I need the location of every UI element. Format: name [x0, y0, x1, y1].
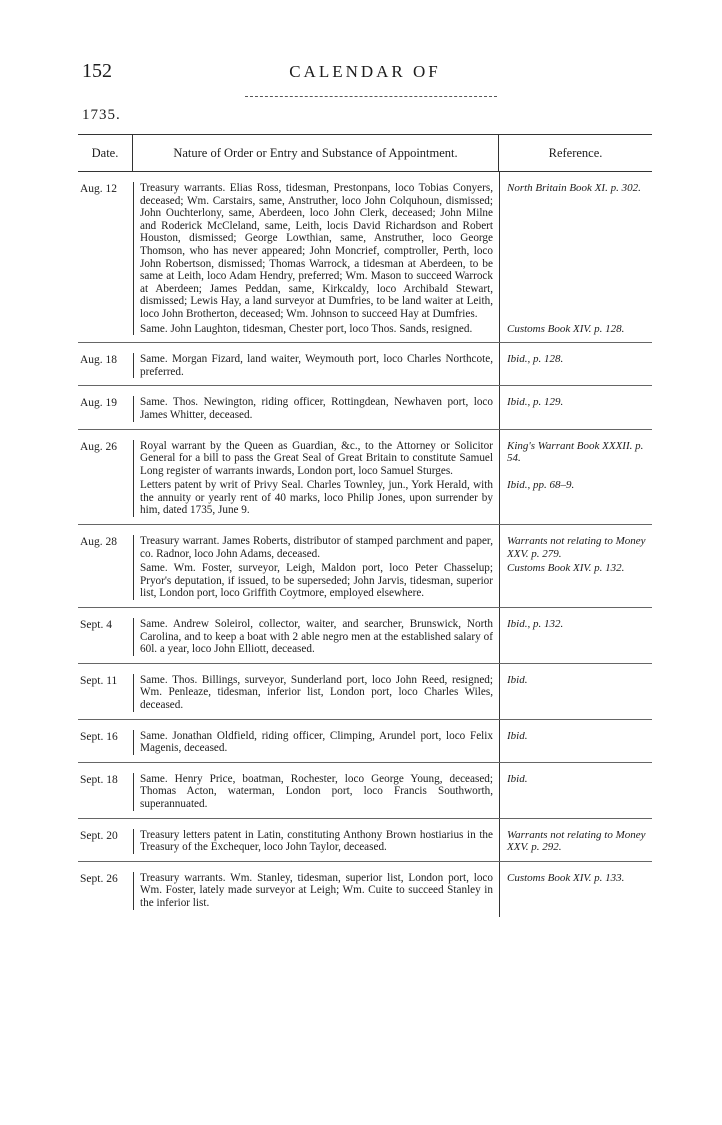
- entry-reference: Warrants not relating to Money XXV. p. 279.: [507, 535, 646, 560]
- column-divider: [499, 664, 500, 719]
- entry: [140, 323, 646, 336]
- page-number: 152: [82, 60, 112, 82]
- table-row: [78, 608, 652, 664]
- entry-reference: Customs Book XIV. p. 132.: [507, 562, 625, 575]
- column-header-reference: Reference.: [498, 135, 652, 171]
- entry-reference: North Britain Book XI. p. 302.: [507, 182, 641, 194]
- entry-text: Same. Morgan Fizard, land waiter, Weymouth port, loco Charles Northcote, preferred.: [140, 353, 493, 378]
- column-divider: [499, 172, 500, 342]
- nature-cell: [133, 618, 652, 656]
- row-entries: [140, 730, 646, 755]
- nature-cell: [133, 730, 652, 755]
- table-row: [78, 525, 652, 608]
- entry-date: Aug. 26: [80, 440, 118, 453]
- nature-cell: [133, 440, 652, 518]
- entry-date: Aug. 18: [80, 354, 118, 367]
- entry-text: Same. Andrew Soleirol, collector, waiter, and searcher, Brunswick, North Carolina, and to keep a boat with 2 able negro men at the established salary of 60l. a year, loco John Elliott, deceased.: [140, 618, 493, 656]
- entry-text: Royal warrant by the Queen as Guardian, &c., to the Attorney or Solicitor General for a bill to pass the Great Seal of Great Britain to constitute Samuel Long register of warrants inwards, London port, loco Samuel Sturges.: [140, 439, 493, 477]
- year-heading: 1735.: [82, 107, 121, 123]
- entry-date: Aug. 28: [80, 536, 118, 549]
- entry-date: Sept. 26: [80, 872, 118, 885]
- column-divider: [499, 343, 500, 385]
- entry-text: Treasury warrants. Wm. Stanley, tidesman, superior list, London port, loco Wm. Foster, lately made surveyor at Leigh; Wm. Cuite to succeed Stanley in the inferior list.: [140, 871, 493, 909]
- table-row: [78, 862, 652, 917]
- nature-cell: [133, 396, 652, 421]
- entry-reference: Ibid.: [507, 729, 528, 742]
- entry-text: Treasury warrants. Elias Ross, tidesman, Prestonpans, loco Tobias Conyers, deceased; Wm. Carstairs, same, Anstruther, loco John Colquhoun, dismissed; John Ouchterlony, same, Aberdeen, loco John Clerk, deceased; John Milne and Roderick McCleland, same, Leith, locis David Richardson and Robert Houston, dismissed; George Lowthian, same, Anstruther, loco George Thomson, who has never appeared; John Moncrief, comptroller, Perth, loco John Robertson, dismissed; Thomas Warrock, a tidesman at Aberdeen, to be same at Leith, loco Adam Hendry, preferred; Wm. Mason to succeed Warrock at Aberdeen; James Peddan, same, Kirkcaldy, loco Archibald Stewart, dismissed; Lewis Hay, a land surveyor at Dumfries, to be land waiter at Leith, loco John Brotherton, deceased; Wm. Johnson to succeed Hay at Dumfries.: [140, 182, 493, 320]
- entry-reference: Ibid.: [507, 673, 528, 686]
- entry-date: Aug. 19: [80, 397, 118, 410]
- entry: [140, 562, 646, 600]
- entry-text: Same. Jonathan Oldfield, riding officer, Climping, Arundel port, loco Felix Magenis, deceased.: [140, 729, 493, 755]
- table-header: [78, 134, 652, 172]
- entry: [140, 730, 646, 755]
- entry-reference: King's Warrant Book XXXII. p. 54.: [507, 439, 644, 465]
- nature-cell: [133, 674, 652, 712]
- table-row: [78, 664, 652, 720]
- nature-cell: [133, 182, 652, 335]
- table-row: [78, 819, 652, 862]
- row-entries: [140, 353, 646, 378]
- nature-cell: [133, 773, 652, 811]
- entry-reference: Ibid., pp. 68–9.: [507, 479, 575, 492]
- column-header-nature: Nature of Order or Entry and Substance of Appointment.: [173, 145, 458, 160]
- entry-text: Letters patent by writ of Privy Seal. Charles Townley, jun., York Herald, with the annuity or yearly rent of 40 marks, loco Philip Jones, upon surrender by him, dated 1735, June 9.: [140, 479, 493, 517]
- entry-reference: Ibid., p. 132.: [507, 618, 564, 631]
- row-entries: [140, 618, 646, 656]
- entry-reference: Ibid.: [507, 772, 528, 785]
- table-row: [78, 720, 652, 763]
- entry: [140, 440, 646, 478]
- entry-text: Same. John Laughton, tidesman, Chester port, loco Thos. Sands, resigned.: [140, 322, 473, 335]
- row-entries: [140, 829, 646, 854]
- entry-date: Sept. 20: [80, 829, 118, 842]
- column-header-date: Date.: [78, 135, 133, 171]
- nature-cell: [133, 535, 652, 600]
- entry-reference: Warrants not relating to Money XXV. p. 292.: [507, 828, 646, 854]
- entry-date: Sept. 11: [80, 674, 118, 687]
- entry-reference: Ibid., p. 129.: [507, 396, 564, 409]
- column-divider: [499, 763, 500, 818]
- entry-text: Same. Thos. Newington, riding officer, Rottingdean, Newhaven port, loco James Whitter, deceased.: [140, 396, 493, 421]
- column-divider: [499, 720, 500, 762]
- entry-date: Sept. 4: [80, 619, 112, 632]
- row-entries: [140, 182, 646, 335]
- entry-reference: Customs Book XIV. p. 128.: [507, 322, 625, 335]
- entry: [140, 872, 646, 910]
- entry-date: Sept. 16: [80, 730, 118, 743]
- entry-reference: Customs Book XIV. p. 133.: [507, 871, 625, 884]
- entry-reference: Ibid., p. 128.: [507, 353, 564, 366]
- entry-date: Sept. 18: [80, 773, 118, 786]
- column-divider: [499, 525, 500, 607]
- table-row: [78, 172, 652, 343]
- calendar-table: [78, 134, 652, 917]
- table-body: [78, 172, 652, 917]
- row-entries: [140, 440, 646, 518]
- running-title: CALENDAR OF: [289, 62, 441, 81]
- entry: [140, 182, 646, 321]
- nature-cell: [133, 829, 652, 854]
- table-row: [78, 763, 652, 819]
- entry: [140, 674, 646, 712]
- entry-text: Same. Henry Price, boatman, Rochester, loco George Young, deceased; Thomas Acton, waterman, London port, loco Francis Southworth, superannuated.: [140, 772, 493, 810]
- entry: [140, 353, 646, 378]
- entry: [140, 829, 646, 854]
- row-entries: [140, 396, 646, 421]
- nature-cell: [133, 353, 652, 378]
- row-entries: [140, 872, 646, 910]
- column-divider: [499, 386, 500, 428]
- entry: [140, 535, 646, 560]
- column-divider: [499, 608, 500, 663]
- entry: [140, 773, 646, 811]
- entry: [140, 396, 646, 421]
- entry-text: Same. Thos. Billings, surveyor, Sunderland port, loco John Reed, resigned; Wm. Penleaze, tidesman, inferior list, London port, loco Charles Wiles, deceased.: [140, 673, 493, 711]
- column-divider: [499, 430, 500, 525]
- entry-date: Aug. 12: [80, 183, 118, 195]
- nature-cell: [133, 872, 652, 910]
- column-divider: [499, 862, 500, 917]
- table-row: [78, 386, 652, 429]
- row-entries: [140, 773, 646, 811]
- table-row: [78, 430, 652, 526]
- entry: [140, 479, 646, 517]
- entry-text: Treasury letters patent in Latin, constituting Anthony Brown hostiarius in the Treasury of the Exchequer, loco John Taylor, deceased.: [140, 828, 493, 854]
- column-divider: [499, 819, 500, 861]
- page-header: [78, 60, 652, 88]
- entry-text: Same. Wm. Foster, surveyor, Leigh, Maldon port, loco Peter Chasselup; Pryor's deputation, if issued, to be superseded; John Jarvis, tidesman, superior list, London port, loco Griffith Coytmore, employed elsewhere.: [140, 562, 493, 600]
- row-entries: [140, 535, 646, 600]
- row-entries: [140, 674, 646, 712]
- entry-text: Treasury warrant. James Roberts, distributor of stamped parchment and paper, co. Radnor, loco John Adams, deceased.: [140, 535, 493, 560]
- header-rule: [245, 96, 497, 97]
- entry: [140, 618, 646, 656]
- table-row: [78, 343, 652, 386]
